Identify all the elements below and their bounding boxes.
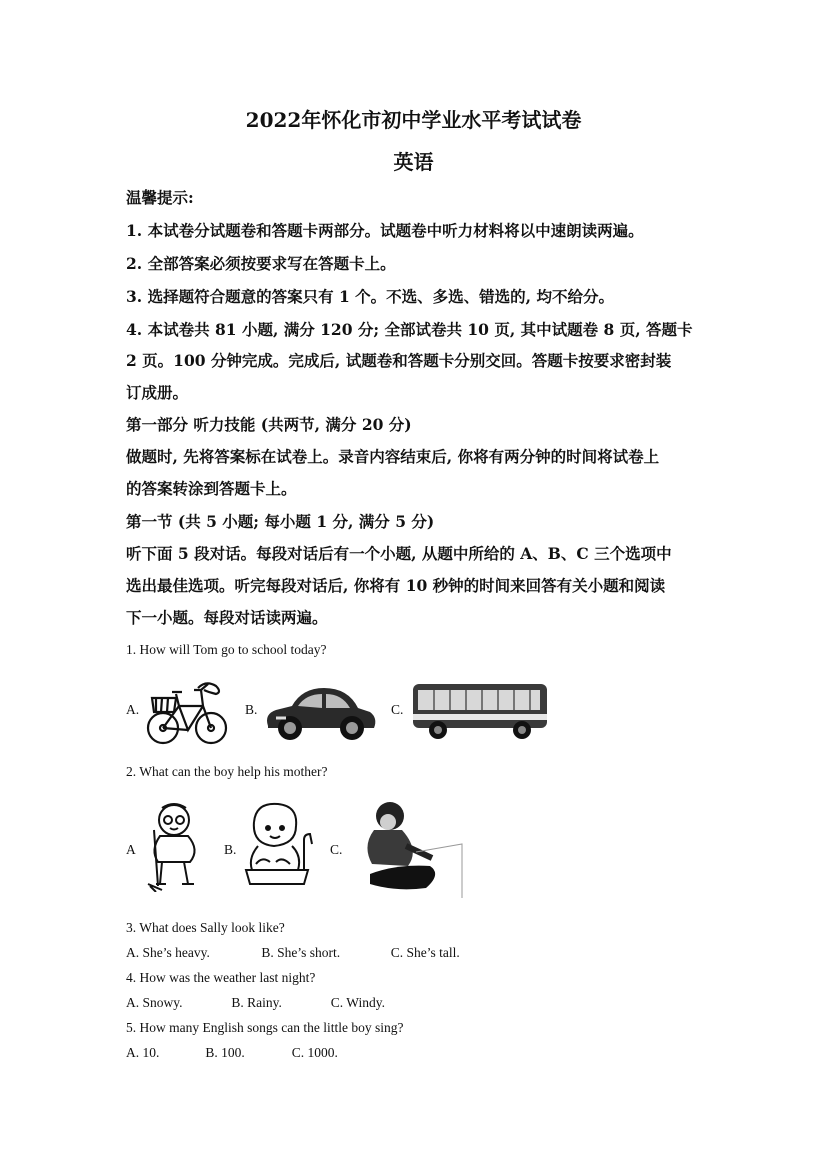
subject-title: 英语 (393, 150, 434, 174)
question-5: 5. How many English songs can the little boy sing? (126, 1020, 404, 1035)
q2-option-c-label: C. (330, 842, 343, 857)
washing-dishes-icon (242, 800, 318, 892)
q4-option-b: B. Rainy. (231, 995, 282, 1010)
tip-1: 1. 本试卷分试题卷和答题卡两部分。试题卷中听力材料将以中速朗读两遍。 (126, 221, 644, 240)
question-2: 2. What can the boy help his mother? (126, 764, 328, 779)
tips-heading: 温馨提示: (126, 188, 194, 207)
q3-options (126, 945, 460, 961)
section1-instruction-2: 选出最佳选项。听完每段对话后, 你将有 10 秒钟的时间来回答有关小题和阅读 (126, 576, 666, 595)
q4-option-a: A. Snowy. (126, 995, 183, 1010)
q3-option-b: B. She’s short. (261, 945, 341, 960)
q2-option-a-label: A (126, 842, 136, 857)
part1-heading: 第一部分 听力技能 (共两节, 满分 20 分) (126, 415, 412, 434)
tip-2: 2. 全部答案必须按要求写在答题卡上。 (126, 254, 396, 273)
part1-instruction-2: 的答案转涂到答题卡上。 (126, 479, 297, 498)
bus-icon (410, 680, 550, 742)
tip-4-line-2: 2 页。100 分钟完成。完成后, 试题卷和答题卡分别交回。答题卡按要求密封装 (126, 351, 672, 370)
q4-options (126, 995, 385, 1011)
q3-option-a: A. She’s heavy. (126, 945, 210, 960)
question-4: 4. How was the weather last night? (126, 970, 316, 985)
q4-option-c: C. Windy. (330, 995, 385, 1010)
q1-option-c-label: C. (391, 702, 404, 717)
q3-option-c: C. She’s tall. (390, 945, 460, 960)
section1-instruction-1: 听下面 5 段对话。每段对话后有一个小题, 从题中所给的 A、B、C 三个选项中 (126, 544, 672, 563)
tip-3: 3. 选择题符合题意的答案只有 1 个。不选、多选、错选的, 均不给分。 (126, 287, 614, 306)
car-icon (262, 678, 380, 746)
section1-heading: 第一节 (共 5 小题; 每小题 1 分, 满分 5 分) (126, 512, 435, 531)
part1-instruction-1: 做题时, 先将答案标在试卷上。录音内容结束后, 你将有两分钟的时间将试卷上 (126, 447, 660, 466)
tip-4-line-1: 4. 本试卷共 81 小题, 满分 120 分; 全部试卷共 10 页, 其中试题卷 8 页, 答题卡 (126, 320, 693, 339)
q1-option-a-label: A. (126, 702, 140, 717)
cleaning-floor-icon (356, 800, 464, 900)
q5-options (126, 1045, 338, 1061)
q5-option-c: C. 1000. (291, 1045, 338, 1060)
q5-option-a: A. 10. (126, 1045, 160, 1060)
bicycle-icon (146, 672, 230, 750)
question-1: 1. How will Tom go to school today? (126, 642, 327, 657)
q5-option-b: B. 100. (205, 1045, 245, 1060)
question-3: 3. What does Sally look like? (126, 920, 285, 935)
tip-4-line-3: 订成册。 (126, 383, 189, 402)
q2-option-b-label: B. (224, 842, 237, 857)
section1-instruction-3: 下一小题。每段对话读两遍。 (126, 608, 328, 627)
q1-option-b-label: B. (245, 702, 258, 717)
exam-title: 2022年怀化市初中学业水平考试试卷 (245, 108, 582, 132)
sweeping-icon (140, 800, 212, 892)
